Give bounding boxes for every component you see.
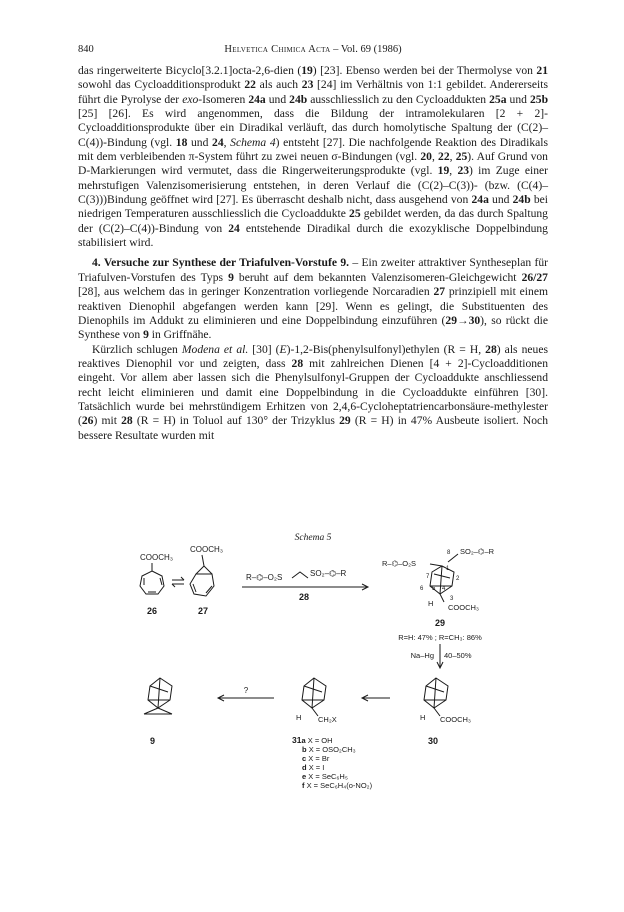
dienophile-28 <box>242 569 368 590</box>
bold-segment: 19 <box>437 164 450 178</box>
bold-segment: 23 <box>457 164 470 178</box>
variant-e: e X = SeC₆H₅ <box>302 772 348 781</box>
text-segment: ) [23]. Ebenso werden bei der Thermolyse von <box>312 64 537 77</box>
reagent-yield: 40–50% <box>444 651 472 660</box>
c31-h: H <box>296 713 302 722</box>
bold-segment: 25a <box>489 92 507 106</box>
c29-sub-left: R–⌬–O₂S <box>382 559 417 568</box>
text-segment: ) entsteht [27]. Die nachfolgende Reaktion des Diradikals mit dem verbleibenden π-System führt zu zwei neuen σ-Bindungen (vgl. <box>78 135 548 164</box>
text-segment: [28], aus welchem das in geringer Konzentration vorliegende Norcaradien <box>78 285 434 299</box>
yields: R=H: 47% ; R=CH₃: 86% <box>398 633 482 642</box>
paragraph-1 <box>78 64 548 250</box>
text-segment: [24] im Verhältnis von 1:1 gebildet. Andererseits führt die Pyrolyse der <box>78 78 548 106</box>
dienophile-left: R–⌬–O₂S <box>246 573 283 582</box>
label-29: 29 <box>434 618 446 628</box>
italic-segment: Schema 4 <box>230 135 276 149</box>
svg-text:3: 3 <box>450 596 454 602</box>
text-segment: , <box>449 150 456 164</box>
bold-segment: 29→30 <box>445 313 481 327</box>
text-segment: beruht auf dem bekannten Valenzisomeren-Gleichgewicht <box>233 270 522 284</box>
article-body <box>78 64 548 443</box>
text-segment: (R = H) in Toluol auf 130° der Trizyklus <box>132 414 340 428</box>
compound-27-structure <box>190 545 223 596</box>
journal-name: Helvetica Chimica Acta <box>224 44 331 55</box>
svg-text:6: 6 <box>420 586 424 592</box>
label-9: 9 <box>150 736 156 746</box>
svg-text:7: 7 <box>426 574 430 580</box>
c31-group: CH₂X <box>318 715 337 724</box>
text-segment: ) als neues reaktives Dienophil vor und zeigten, dass <box>78 342 548 370</box>
bold-segment: 24 <box>228 221 240 235</box>
c26-ester: COOCH₃ <box>140 553 174 562</box>
svg-text:1: 1 <box>446 566 450 572</box>
variant-c: c X = Br <box>302 754 330 763</box>
bold-segment: 4. Versuche zur Synthese der Triafulven-Vorstufe 9. <box>92 256 350 270</box>
arrow-30-to-31 <box>362 695 390 701</box>
bold-segment: 18 <box>175 135 188 149</box>
bold-segment: 24b <box>512 193 531 207</box>
bold-segment: 28 <box>485 342 497 356</box>
variant-b: b X = OSO₂CH₃ <box>302 745 356 754</box>
text-segment: in Griffnähe. <box>148 328 212 342</box>
italic-segment: E <box>279 342 287 356</box>
bold-segment: 25b <box>529 92 549 106</box>
running-header <box>78 44 548 58</box>
bold-segment: 22 <box>438 150 450 164</box>
text-segment: und <box>488 193 513 207</box>
reduction-arrow <box>411 644 472 668</box>
text-segment: mit zahlreichen Dienen [4 + 2]-Cycloadditionen eingeht. Vor allem aber lassen sich die Phenylsulfonyl-Gruppen der Cycloaddukte anschliessend recht leicht eliminieren und damit eine Doppelbindung in die Cycloaddukte einführen [30]. Tatsächlich wurde bei mehrstündigem Erhitzen von 2,4,6-Cycloheptatriencarbonsäure-methylester ( <box>78 356 548 428</box>
scheme-title: Schema 5 <box>294 533 332 543</box>
text-segment: (R = H) in 47% Ausbeute isoliert. Noch bessere Resultate wurden mit <box>78 414 548 442</box>
variant-a: 31a X = OH <box>292 735 333 745</box>
page-number: 840 <box>78 44 94 55</box>
c29-sub-top: SO₂–⌬–R <box>460 547 495 556</box>
bold-segment: 23 <box>301 78 314 92</box>
text-segment: bei niedrigen Temperaturen ausschliesslich die Cycloaddukte <box>78 193 549 221</box>
bold-segment: 28 <box>291 356 304 370</box>
bold-segment: 26 <box>81 414 94 428</box>
arrow-31-to-9 <box>218 686 274 701</box>
compound-31-variants <box>292 736 372 790</box>
bold-segment: 29 <box>339 414 351 428</box>
text-segment: ausschliesslich zu den Cycloaddukten <box>307 92 490 106</box>
text-segment: sowohl das Cycloadditionsprodukt <box>78 78 245 92</box>
c30-ester: COOCH₃ <box>440 715 471 724</box>
text-segment: , <box>431 150 439 164</box>
bold-segment: 24a <box>248 92 266 106</box>
paragraph-3 <box>78 343 548 443</box>
bold-segment: 24b <box>289 92 308 106</box>
bold-segment: 19 <box>301 64 313 77</box>
compound-9-structure <box>144 678 172 714</box>
c29-h: H <box>428 599 434 608</box>
paragraph-2 <box>78 256 548 342</box>
compound-30-structure <box>420 678 471 724</box>
bold-segment: 20 <box>420 150 432 164</box>
variant-d: d X = I <box>302 763 325 772</box>
text-segment: prinzipiell mit einem reaktiven Dienophil abgefangen werden kann [29]. Wenn es gelingt, die Substituenten des Dienophils im Addukt zu eliminieren und eine Doppelbindung einzuführen ( <box>78 285 548 327</box>
text-segment: , <box>223 135 231 149</box>
text-segment: [25] [26]. Es wird angenommen, dass die Bildung der intramolekularen [2 + 2]-Cycloadditionsprodukte über ein Diradikal verläuft, das durch homolytische Spaltung der (C(2)–C(4))-Bindung (vgl. <box>78 107 548 149</box>
bold-segment: 22 <box>244 78 256 92</box>
dienophile-right: SO₂–⌬–R <box>310 569 347 578</box>
bold-segment: 26/27 <box>521 270 548 284</box>
reagent: Na–Hg <box>410 651 434 660</box>
bold-segment: 25 <box>349 207 361 221</box>
bold-segment: 21 <box>536 64 548 77</box>
bold-segment: 9 <box>228 270 234 284</box>
text-segment: entstehende Diradikal durch die exozyklische Doppelbindung stabilisiert wird. <box>78 221 548 250</box>
text-segment: als auch <box>255 78 302 92</box>
text-segment: – Ein zweiter attraktiver Syntheseplan für Triafulven-Vorstufen des Typs <box>78 256 548 284</box>
compound-26-structure <box>140 553 173 594</box>
variant-f: f X = SeC₆H₄(o-NO₂) <box>302 781 373 790</box>
reaction-scheme <box>78 528 548 728</box>
scheme-legend <box>78 736 548 816</box>
bold-segment: 25 <box>455 150 468 164</box>
c30-h: H <box>420 713 426 722</box>
text-segment: -Isomeren <box>198 92 249 106</box>
arrow-question: ? <box>243 686 249 695</box>
italic-segment: Modena et al. <box>181 342 249 356</box>
label-28: 28 <box>298 592 310 602</box>
text-segment: ), so rückt die Synthese von <box>78 313 548 342</box>
text-segment: ). Auf Grund von D-Markierungen wird vermutet, dass die Ringerweiterungsprodukte (vgl. <box>78 150 548 178</box>
scheme-drawing <box>78 528 548 728</box>
text-segment: und <box>265 92 290 106</box>
label-30: 30 <box>428 736 439 746</box>
text-segment: und <box>187 135 213 149</box>
text-segment: [30] ( <box>248 342 280 356</box>
bold-segment: 27 <box>433 285 446 299</box>
text-segment: )-1,2-Bis(phenylsulfonyl)ethylen (R = H, <box>286 342 486 356</box>
text-segment: ) im Zuge einer mehrstufigen Valenzisomerisierung entstehen, in deren Verlauf die (C(2)–C(3))- (bzw. (C(4)–C(3)))Bindung geöffnet wird [27]. Es überrascht deshalb nicht, dass ausgehend von <box>78 164 548 207</box>
svg-text:2: 2 <box>456 576 460 582</box>
bold-segment: 24 <box>212 135 224 149</box>
svg-text:4: 4 <box>442 586 446 592</box>
text-segment: Kürzlich schlugen <box>92 342 182 356</box>
text-segment: ) mit <box>93 414 122 428</box>
bold-segment: 28 <box>121 414 133 428</box>
text-segment: , <box>449 164 458 178</box>
svg-text:5: 5 <box>432 586 436 592</box>
equilibrium-arrow <box>172 577 184 587</box>
compound-31-structure <box>296 678 337 724</box>
compound-29-structure <box>382 547 495 612</box>
bold-segment: 24a <box>471 193 489 207</box>
c29-ester: COOCH₃ <box>448 603 479 612</box>
italic-segment: exo <box>182 92 199 106</box>
label-27: 27 <box>197 606 209 616</box>
svg-text:8: 8 <box>447 550 451 556</box>
text-segment: gebildet werden, da das durch Spaltung der (C(2)–C(4))-Bindung von <box>78 207 548 235</box>
c27-ester: COOCH₃ <box>190 545 224 554</box>
text-segment: das ringerweiterte Bicyclo[3.2.1]octa-2,6-dien ( <box>78 64 302 77</box>
text-segment: und <box>506 92 530 106</box>
bold-segment: 9 <box>143 328 149 342</box>
label-26: 26 <box>146 606 158 616</box>
journal-volume: Vol. 69 (1986) <box>340 44 402 55</box>
journal-line: Helvetica Chimica Acta – Vol. 69 (1986) <box>224 44 402 55</box>
